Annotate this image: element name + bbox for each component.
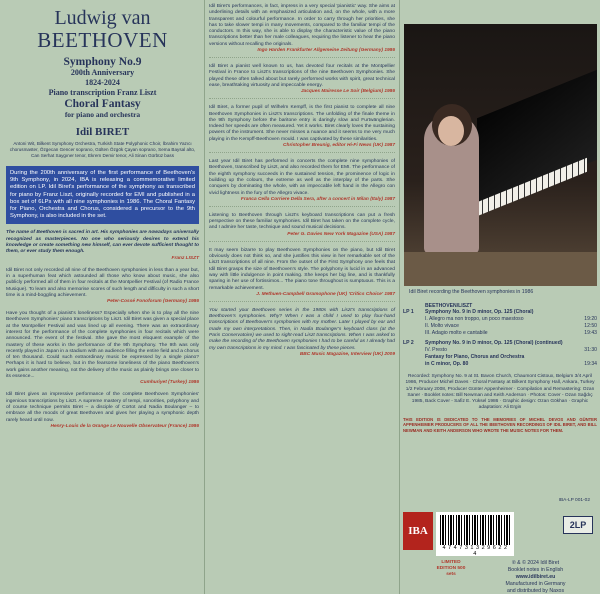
track-row xyxy=(403,330,597,337)
tracks-header: BEETHOVEN/LISZT xyxy=(425,303,473,309)
review-observateur-cite: Henry-Louis de la Grange Le Nouvelle Observateur (France) 1986 xyxy=(50,423,199,429)
lp2-label: LP 2 xyxy=(403,340,414,346)
review-hifinews: Idil Biret, a former pupil of Wilhelm Kempff, is the first pianist to complete all nine Beethoven Symphonies in Liszt's transcriptions. The unfolding of the finale theme in the 9th Symphony before the baritone entry is daringly slow and Furtwänglerian. Indeed her speeds are often measured. Yet it works. Biret clearly loves the sustaining powers of the instrument. She never misses a nuance and it seems to me very much playing in the Kempff-Beethoven mould. I was captivated by these similarities. xyxy=(209,105,395,142)
liszt-quote-cite: Franz LISZT xyxy=(171,255,199,261)
website-link[interactable]: www.idilbiret.eu xyxy=(515,574,556,580)
title-block xyxy=(6,8,199,159)
left-column xyxy=(0,0,204,594)
divider xyxy=(209,152,395,153)
lp2-title: Symphony No. 9 in D minor, Op. 125 (Choral) (continued) xyxy=(425,340,563,346)
copyright-block xyxy=(473,560,598,594)
track-title: IV. Presto xyxy=(425,347,447,353)
track-title: II. Molto vivace xyxy=(425,323,459,329)
track-time: 31:30 xyxy=(584,347,597,353)
track-row xyxy=(403,347,597,354)
track-title: I. Allegro ma non troppo, un poco maestoso xyxy=(425,316,524,322)
manufactured: Manufactured in Germany xyxy=(505,581,566,587)
divider xyxy=(209,57,395,58)
review-corriere: Last year Idil Biret has performed in concerts the complete nine symphonies of Beethoven, transcribed by Liszt, and also recorded them for EMI. The performance of the eighth symphony succeeds in the sustained tension, the prominence of logic in building up the colours, the extreme as well as the interplay of the parts. She conquers by dominating the whole, with an impeccable left hand in the Allegro con vivid lightness in the fury of the Allegro vivace. xyxy=(209,159,395,196)
pianist-photo xyxy=(404,24,597,286)
limited-edition: LIMITED EDITION 500 sets xyxy=(436,560,466,577)
catalog-number: IBA-LP 001-02 xyxy=(558,498,590,503)
review-cumhuriyet: Have you thought of a pianist's loneliness? Especially when she is to play all the nine Beethoven Symphonies' piano transcriptions by Liszt. Idil Biret was given a special place at the Montpellier Festival and was lined up all evening. There was an extraordinary interest for the performance of the complete symphonies in four recitals which were announced. The event of the festival. She gave the most eloquent example of the mastery of these works in the performance of the 9th Symphony. The 9th was only recently played in Japan in a stadium with an audience filling the entire field and a chorus of ten thousand. Could such extraordinary music be expressed by a single piano? Perhaps it is hard to believe, but in the fearsome loneliness of the piano Beethoven's work gains another meaning, not the delivery of the music as plainly brings one closer to its essence... xyxy=(6,311,199,380)
track-title: in C minor, Op. 80 xyxy=(425,361,469,367)
review-fonoforum-cite: Peter-Cossé Fonoforum (Germany) 1986 xyxy=(107,299,199,305)
dedication: THIS EDITION IS DEDICATED TO THE MEMORIES OF MICHEL DEVOS AND GÜNTER APPENHEIMER PRODUCERS OF ALL THE BEETHOVEN RECORDINGS OF IDIL BIRET, AND BILL NEWMAN AND KEITH ANDERSON WHO WROTE THE MUSIC NOTES FOR THEM. xyxy=(403,416,597,433)
barcode-number: 4 7 4 7 3 1 3 2 9 6 2 2 4 xyxy=(442,545,508,557)
lp2-heading xyxy=(403,340,597,347)
pianist-face xyxy=(438,116,464,146)
track-time xyxy=(575,354,597,361)
lp1-title: Symphony No. 9 in D minor, Op. 125 (Choral) xyxy=(425,309,534,315)
divider xyxy=(209,301,395,302)
review-corriere-cite: Franca Cella Corriere Della Sera, after a concert in Milan (Italy) 1987 xyxy=(240,196,395,202)
photo-caption: Idil Biret recording the Beethoven symphonies in 1986 xyxy=(409,289,534,295)
composer-last-name: BEETHOVEN xyxy=(37,28,168,52)
review-hifinews-cite: Christopher Breunig, editor Hi-Fi News (UK) 1987 xyxy=(283,143,395,149)
distributed: and distributed by Naxos xyxy=(506,588,565,594)
review-lesoir: Idil Biret a pianist well known to us, has devoted four recitals at the Montpellier Festival in France to Liszt's transcriptions of the nine Beethoven Symphonies. She played these often talked about but rarely performed works with spirit, great technical ease, breathtaking virtuosity and impeccable energy. xyxy=(209,64,395,88)
lp1-label: LP 1 xyxy=(403,309,414,315)
recording-credits: Recorded: Symphony No. 9 at St. Bavon Church, Chaumont Cistoux, Belgium 3/4 April 1986, Producer Michel Daves · Choral Fantasy at Bilkent Symphony Hall, Ankara, Turkey 1/2 February 2008, Producer Günter Appenheimer · Compilation and Remastering: Ozan Saner · Booklet notes: Bill Newman and Keith Anderson · Photos: Cover - Ozan Sağdıç 1985, Back Cover - Safiz E. Yüksel 1986 · Graphic design: Ozan Gökhan · Graphic adaptation: Ali Ergin xyxy=(405,374,595,411)
track-time: 19:20 xyxy=(584,316,597,322)
intro-box: During the 200th anniversary of the first performance of Beethoven's 9th Symphony, in 2024, IBA is releasing a commemorative limited edition on LP. Idil Biret's performance of the symphony as transcribed for piano by Franz Liszt, originally recorded for EMI and published in a box set of 6LPs with all nine symphonies in 1986. The Choral Fantasy for Piano, Orchestra and Chorus, considered a precursor to the 9th Symphony, is also included in the set. xyxy=(6,166,199,224)
lp1-heading xyxy=(403,309,597,316)
choral-fantasy-title: Choral Fantasy xyxy=(64,98,141,110)
divider xyxy=(209,206,395,207)
review-faz-cite: Ingo Harden Frankfurter Allgemeine Zeitung (Germany) 1986 xyxy=(257,48,395,54)
track-listing xyxy=(403,303,597,368)
track-title: Fantasy for Piano, Chorus and Orchestra xyxy=(425,354,525,360)
years: 1824-2024 xyxy=(85,78,120,87)
review-nymag: Listening to Beethoven through Liszt's keyboard transcriptions can put a fresh perspective on these familiar symphonies. Idil Biret has taken on the complete cycle, and I admire her taste, technique and sound musical decisions. xyxy=(209,212,395,231)
barcode-bars xyxy=(440,515,510,545)
track-time: 19:43 xyxy=(584,330,597,336)
divider xyxy=(209,98,395,99)
interview-bbc-cite: BBC Music Magazine, Interview (UK) 2009 xyxy=(299,351,395,357)
choral-fantasy-subtitle: for piano and orchestra xyxy=(64,110,141,119)
track-row xyxy=(403,354,597,361)
barcode-icon xyxy=(436,512,514,556)
middle-column xyxy=(204,0,399,594)
review-cumhuriyet-cite: Cumhuriyet (Turkey) 1986 xyxy=(140,380,199,386)
floor xyxy=(404,252,597,286)
review-gramophone: It may seem bizarre to play Beethoven Symphonies on the piano, but Idil Biret obviously does not think so, and she justifies this view in her remarkable set of the Liszt transcriptions of all nine. From the outset of the First Symphony one feels that Idil Biret grasps the size of Beethoven's style. The polyphony is lucid in an advanced way with little indulgence in point making. She keeps her big line, and is thankfully sparing in her use of fortissimos... The piano tone throughout is sumptuous. This is a remarkable achievement. xyxy=(209,247,395,291)
performers: Antoni Wit, Bilkent Symphony Orchestra, Turkish State Polyphonic Choir, İbrahim Yazıcı chorusmaster, Özgecan Gencer soprano, Gülten Özgök Çayan soprano, Sema Baysal alto, Can Serhat Saygıner tenor, Ekrem Demir tenor, Ali Sinan Gürbüz bass xyxy=(9,141,196,158)
review-faz: Idil Biret's performances, in fact, impress in a very special 'pianistic' way. She aims at underlining details with an emphasized articulation and, on the whole, with a more transparent and colourful performance. In order to carry through her priorities, she has to take slower tempi in many movements, compared to the familiar tempi of the conductors. In this way, she is able to display the characteristic value of the piano transcriptions better than her male colleagues, requiring the listener to hear the piano versions without recalling the originals. xyxy=(209,4,395,47)
interview-bbc: You started your Beethoven series in the 1980s with Liszt's transcriptions of Beethoven's symphonies. Why? When I was a child I used to play four-hand transcriptions of Beethoven's symphonies with my mother. Later I played by ear and made my own interpretations. Then, in Nadia Boulanger's keyboard class (at the Paris Conservatoire) we used to sight-read Liszt transcriptions. When I was asked to make the recording of the Beethoven symphonies I had to be careful as I already had my own transcriptions in my mind. I was fascinated by these pieces. xyxy=(209,307,395,351)
track-row xyxy=(403,361,597,368)
review-observateur: Idil Biret gives an impressive performance of the complete Beethoven Symphonies' ingenious transcriptions by Liszt. A supreme mastery of tempi, sonorities, polyphony and of course technique permits Biret – a disciple of Cortot and Nadia Boulanger – to embrace all the moods of great Beethoven and gives her playing a symphonic depth rarely heard until now. xyxy=(6,392,199,423)
divider xyxy=(209,241,395,242)
track-row xyxy=(403,316,597,323)
review-gramophone-cite: J. Methuen-Campbell Gramophone (UK) 'Critics Choice' 1987 xyxy=(256,291,395,297)
review-lesoir-cite: Jacques Mairesse Le Soir (Belgium) 1986 xyxy=(300,89,395,95)
composer-first-name: Ludwig van xyxy=(54,7,151,29)
track-time: 12:50 xyxy=(584,323,597,329)
review-nymag-cite: Peter G. Davies New York Magazine (USA) 1987 xyxy=(287,231,395,237)
artist-name: Idil BIRET xyxy=(75,126,130,138)
iba-logo-icon: IBA xyxy=(403,512,433,550)
copyright: ℗ & © 2024 Idil Biret xyxy=(511,560,560,566)
track-time: 19:34 xyxy=(584,361,597,367)
track-title: III. Adagio molto e cantabile xyxy=(425,330,488,336)
anniversary: 200th Anniversary xyxy=(70,68,135,77)
track-row xyxy=(403,323,597,330)
booklet-notes: Booklet notes in English xyxy=(507,567,564,573)
2lp-badge: 2LP xyxy=(563,516,593,534)
liszt-quote: The name of Beethoven is sacred in art. His symphonies are nowadays universally recognized as masterpieces. No one who seriously desires to extend his knowledge or create something new himself, can ever devote sufficient thought to them, or ever study them enough. xyxy=(6,230,199,255)
transcription: Piano transcription Franz Liszt xyxy=(48,88,157,97)
symphony-title: Symphony No.9 xyxy=(63,56,142,68)
right-column xyxy=(399,0,600,594)
review-fonoforum: Idil Biret not only recorded all nine of the Beethoven symphonies in less than a year but, in a superhuman feat which astounded all those who know about music, she also publicly performed all of them in four recitals at the Montpellier Festival (of Radio France Musique). To learn and also memorise scores of such length and difficulty in such a short time is a mind-boggling achievement. xyxy=(6,267,199,298)
label-footer xyxy=(403,498,598,594)
